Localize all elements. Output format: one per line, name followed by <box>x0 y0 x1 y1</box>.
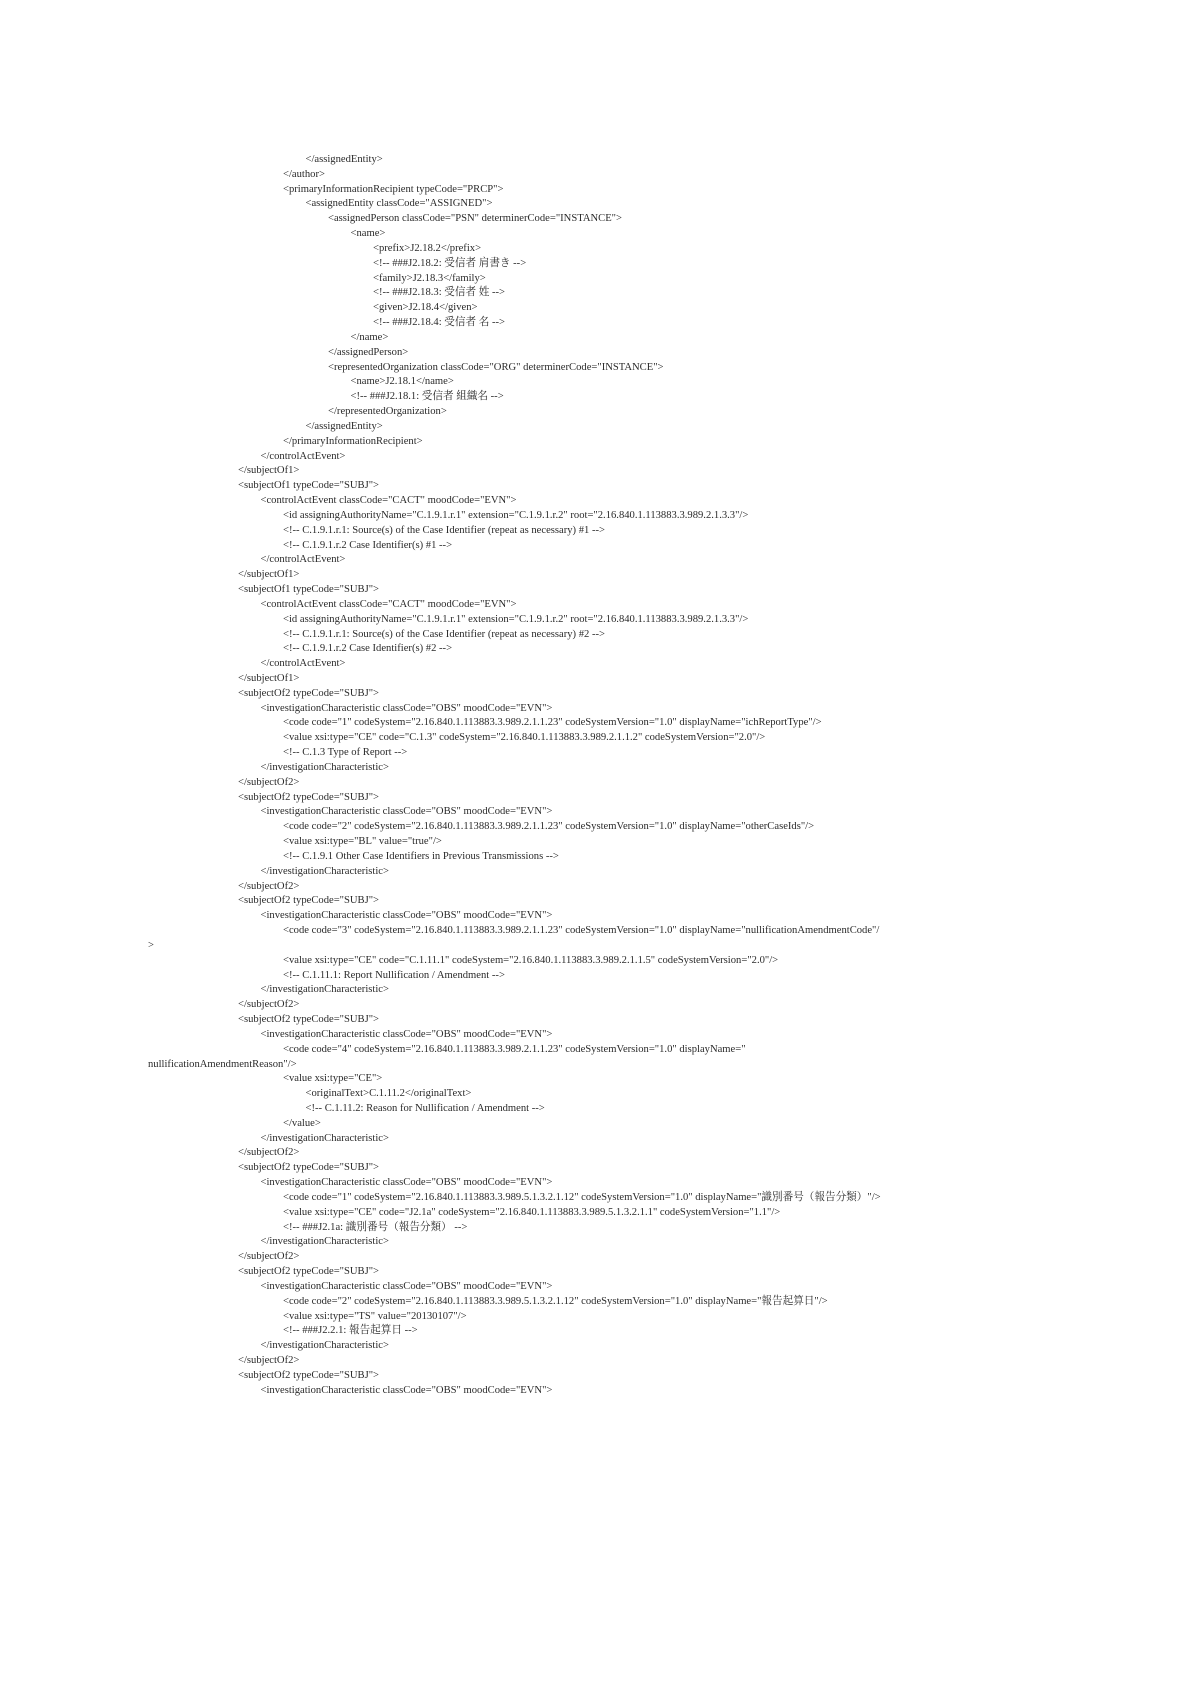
code-line: <given>J2.18.4</given> <box>373 302 478 314</box>
code-line: <subjectOf2 typeCode="SUBJ"> <box>238 1014 380 1026</box>
code-line: </assignedPerson> <box>328 346 409 358</box>
code-line: <subjectOf2 typeCode="SUBJ"> <box>238 791 380 803</box>
code-line: <code code="1" codeSystem="2.16.840.1.113883.3.989.2.1.1.23" codeSystemVersion="1.0" displayName="ichReportType"/> <box>283 717 822 729</box>
code-line: <!-- ###J2.18.1: 受信者 組織名 --> <box>350 391 504 403</box>
code-line: <family>J2.18.3</family> <box>373 272 486 284</box>
code-line: <controlActEvent classCode="CACT" moodCode="EVN"> <box>260 598 517 610</box>
code-line: <!-- ###J2.18.4: 受信者 名 --> <box>373 317 505 329</box>
code-line: <prefix>J2.18.2</prefix> <box>373 242 482 254</box>
code-line: </subjectOf2> <box>238 776 300 788</box>
code-line-list <box>148 153 1028 1399</box>
code-line: <code code="2" codeSystem="2.16.840.1.113883.3.989.5.1.3.2.1.12" codeSystemVersion="1.0" displayName="報告起算日"/> <box>283 1295 828 1307</box>
code-line: <assignedPerson classCode="PSN" determinerCode="INSTANCE"> <box>328 213 622 225</box>
code-line: </subjectOf1> <box>238 672 300 684</box>
code-line: </name> <box>350 331 389 343</box>
code-line: nullificationAmendmentReason"/> <box>148 1058 297 1070</box>
code-line: <subjectOf2 typeCode="SUBJ"> <box>238 1162 380 1174</box>
code-line: <!-- C.1.9.1.r.2 Case Identifier(s) #1 --> <box>283 539 453 551</box>
code-line: <value xsi:type="CE"> <box>283 1073 383 1085</box>
code-line: <subjectOf2 typeCode="SUBJ"> <box>238 895 380 907</box>
code-line: <!-- ###J2.18.3: 受信者 姓 --> <box>373 287 505 299</box>
code-line: </investigationCharacteristic> <box>260 1132 389 1144</box>
code-line: <name> <box>350 228 386 240</box>
code-line: <investigationCharacteristic classCode="OBS" moodCode="EVN"> <box>260 702 553 714</box>
code-line: <name>J2.18.1</name> <box>350 376 454 388</box>
code-line: </subjectOf2> <box>238 880 300 892</box>
code-line: <!-- C.1.9.1.r.2 Case Identifier(s) #2 --> <box>283 643 453 655</box>
code-line: <code code="4" codeSystem="2.16.840.1.113883.3.989.2.1.1.23" codeSystemVersion="1.0" displayName=" <box>283 1043 746 1055</box>
code-line: <!-- C.1.9.1.r.1: Source(s) of the Case Identifier (repeat as necessary) #1 --> <box>283 524 605 536</box>
code-line: <originalText>C.1.11.2</originalText> <box>305 1088 472 1100</box>
code-line: </controlActEvent> <box>260 450 346 462</box>
code-line: <!-- ###J2.2.1: 報告起算日 --> <box>283 1325 418 1337</box>
code-line: <primaryInformationRecipient typeCode="PRCP"> <box>283 183 504 195</box>
code-line: </primaryInformationRecipient> <box>283 435 423 447</box>
code-line: </investigationCharacteristic> <box>260 1236 389 1248</box>
code-line: </controlActEvent> <box>260 554 346 566</box>
code-line: > <box>148 939 154 951</box>
code-line: </investigationCharacteristic> <box>260 1340 389 1352</box>
code-line: </subjectOf2> <box>238 1355 300 1367</box>
code-line: <investigationCharacteristic classCode="OBS" moodCode="EVN"> <box>260 1384 553 1396</box>
code-line: </controlActEvent> <box>260 658 346 670</box>
code-line: </subjectOf2> <box>238 999 300 1011</box>
code-line: </investigationCharacteristic> <box>260 984 389 996</box>
code-line: <!-- C.1.9.1.r.1: Source(s) of the Case Identifier (repeat as necessary) #2 --> <box>283 628 605 640</box>
code-line: <value xsi:type="TS" value="20130107"/> <box>283 1310 467 1322</box>
code-line: <!-- C.1.9.1 Other Case Identifiers in Previous Transmissions --> <box>283 850 559 862</box>
code-line: <value xsi:type="BL" value="true"/> <box>283 836 442 848</box>
code-line: <code code="2" codeSystem="2.16.840.1.113883.3.989.2.1.1.23" codeSystemVersion="1.0" displayName="otherCaseIds"/> <box>283 821 815 833</box>
code-line: </subjectOf1> <box>238 465 300 477</box>
code-line: <!-- C.1.11.2: Reason for Nullification / Amendment --> <box>305 1103 545 1114</box>
code-line: <assignedEntity classCode="ASSIGNED"> <box>305 198 493 210</box>
code-line: <subjectOf1 typeCode="SUBJ"> <box>238 480 380 492</box>
code-line: <value xsi:type="CE" code="J2.1a" codeSystem="2.16.840.1.113883.3.989.5.1.3.2.1.1" codeSystemVersion="1.1"/> <box>283 1206 781 1218</box>
code-line: <representedOrganization classCode="ORG" determinerCode="INSTANCE"> <box>328 361 664 373</box>
code-line: <id assigningAuthorityName="C.1.9.1.r.1" extension="C.1.9.1.r.2" root="2.16.840.1.113883.3.989.2.1.3.3"/> <box>283 509 749 521</box>
code-line: <investigationCharacteristic classCode="OBS" moodCode="EVN"> <box>260 1028 553 1040</box>
code-line: <code code="1" codeSystem="2.16.840.1.113883.3.989.5.1.3.2.1.12" codeSystemVersion="1.0" displayName="識別番号（報告分類）"/> <box>283 1191 881 1203</box>
code-line: <value xsi:type="CE" code="C.1.3" codeSystem="2.16.840.1.113883.3.989.2.1.1.2" codeSystemVersion="2.0"/> <box>283 732 766 744</box>
code-line: </assignedEntity> <box>305 154 383 165</box>
code-line: <!-- C.1.11.1: Report Nullification / Amendment --> <box>283 969 505 981</box>
code-line: </subjectOf2> <box>238 1147 300 1159</box>
code-line: <investigationCharacteristic classCode="OBS" moodCode="EVN"> <box>260 806 553 818</box>
code-line: <value xsi:type="CE" code="C.1.11.1" codeSystem="2.16.840.1.113883.3.989.2.1.1.5" codeSystemVersion="2.0"/> <box>283 954 779 966</box>
code-line: </subjectOf1> <box>238 569 300 581</box>
code-line: </value> <box>283 1117 321 1129</box>
code-line: <!-- ###J2.18.2: 受信者 肩書き --> <box>373 257 527 269</box>
code-line: <subjectOf2 typeCode="SUBJ"> <box>238 1266 380 1278</box>
code-line: <code code="3" codeSystem="2.16.840.1.113883.3.989.2.1.1.23" codeSystemVersion="1.0" displayName="nullificationAmendmentCode"/ <box>283 925 880 937</box>
code-line: </representedOrganization> <box>328 406 447 418</box>
code-line: <subjectOf1 typeCode="SUBJ"> <box>238 584 380 596</box>
code-line: <investigationCharacteristic classCode="OBS" moodCode="EVN"> <box>260 1280 553 1292</box>
code-line: </author> <box>283 168 325 180</box>
code-line: <id assigningAuthorityName="C.1.9.1.r.1" extension="C.1.9.1.r.2" root="2.16.840.1.113883.3.989.2.1.3.3"/> <box>283 613 749 625</box>
code-line: <investigationCharacteristic classCode="OBS" moodCode="EVN"> <box>260 910 553 922</box>
code-line: </subjectOf2> <box>238 1251 300 1263</box>
code-line: <controlActEvent classCode="CACT" moodCode="EVN"> <box>260 495 517 507</box>
code-line: <!-- ###J2.1a: 識別番号（報告分類） --> <box>283 1221 468 1233</box>
code-line: </assignedEntity> <box>305 420 383 432</box>
code-line: <subjectOf2 typeCode="SUBJ"> <box>238 687 380 699</box>
code-line: <investigationCharacteristic classCode="OBS" moodCode="EVN"> <box>260 1177 553 1189</box>
code-line: <subjectOf2 typeCode="SUBJ"> <box>238 1369 380 1381</box>
code-line: <!-- C.1.3 Type of Report --> <box>283 747 408 759</box>
code-line: </investigationCharacteristic> <box>260 761 389 773</box>
code-line: </investigationCharacteristic> <box>260 865 389 877</box>
